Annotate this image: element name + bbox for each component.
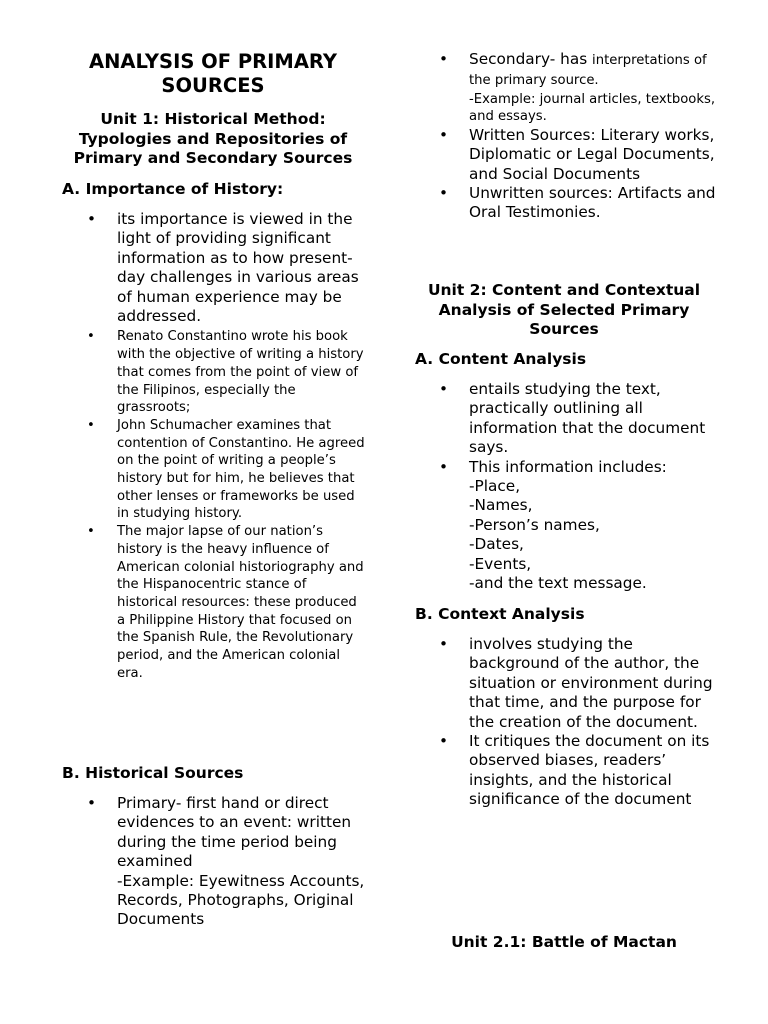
list-item: • Renato Constantino wrote his book with the objective of writing a history that comes from the point of view of the Filipinos, especially the grassroots; bbox=[60, 328, 366, 417]
context-analysis-heading: B. Context Analysis bbox=[415, 605, 585, 623]
content-analysis-heading: A. Content Analysis bbox=[415, 350, 587, 368]
importance-heading: A. Importance of History: bbox=[62, 180, 284, 198]
context-analysis-list bbox=[412, 635, 716, 810]
unit21-heading: Unit 2.1: Battle of Mactan bbox=[451, 933, 677, 951]
unit1-heading: Unit 1: Historical Method: Typologies and Repositories of Primary and Secondary Sources bbox=[73, 110, 353, 167]
unit2-heading: Unit 2: Content and Contextual Analysis of Selected Primary Sources bbox=[427, 281, 701, 338]
list-item: • The major lapse of our nation’s history is the heavy influence of American colonial historiography and the Hispanocentric stance of historical resources: these produced a Philippine History that focused on the Spanish Rule, the Revolutionary period, and the American colonial era. bbox=[60, 523, 366, 682]
list-item: • This information includes: -Place, -Names, -Person’s names, -Dates, -Events, -and the text message. bbox=[412, 458, 716, 594]
page-title: ANALYSIS OF PRIMARY SOURCES bbox=[89, 50, 337, 97]
historical-sources-heading: B. Historical Sources bbox=[62, 764, 244, 782]
list-item: • It critiques the document on its observed biases, readers’ insights, and the historical significance of the document bbox=[412, 732, 716, 810]
historical-sources-list bbox=[60, 794, 366, 930]
list-item-secondary: • Secondary- has interpretations of the primary source. -Example: journal articles, textbooks, and essays. bbox=[412, 50, 716, 126]
list-item: • involves studying the background of the author, the situation or environment during that time, and the purpose for the creation of the document. bbox=[412, 635, 716, 732]
importance-list bbox=[60, 210, 366, 683]
content-analysis-list bbox=[412, 380, 716, 593]
list-item: • John Schumacher examines that contention of Constantino. He agreed on the point of writing a people’s history but for him, he believes that other lenses or frameworks be used in studying history. bbox=[60, 417, 366, 523]
list-item-unwritten: • Unwritten sources: Artifacts and Oral Testimonies. bbox=[412, 184, 716, 223]
list-item-primary: • Primary- first hand or direct evidences to an event: written during the time period being examined -Example: Eyewitness Accounts, Records, Photographs, Original Documents bbox=[60, 794, 366, 930]
sources-continued-list bbox=[412, 50, 716, 223]
list-item: • entails studying the text, practically outlining all information that the document says. bbox=[412, 380, 716, 458]
list-item: • its importance is viewed in the light of providing significant information as to how present-day challenges in various areas of human experience may be addressed. bbox=[60, 210, 366, 326]
list-item-written: • Written Sources: Literary works, Diplomatic or Legal Documents, and Social Documents bbox=[412, 126, 716, 184]
